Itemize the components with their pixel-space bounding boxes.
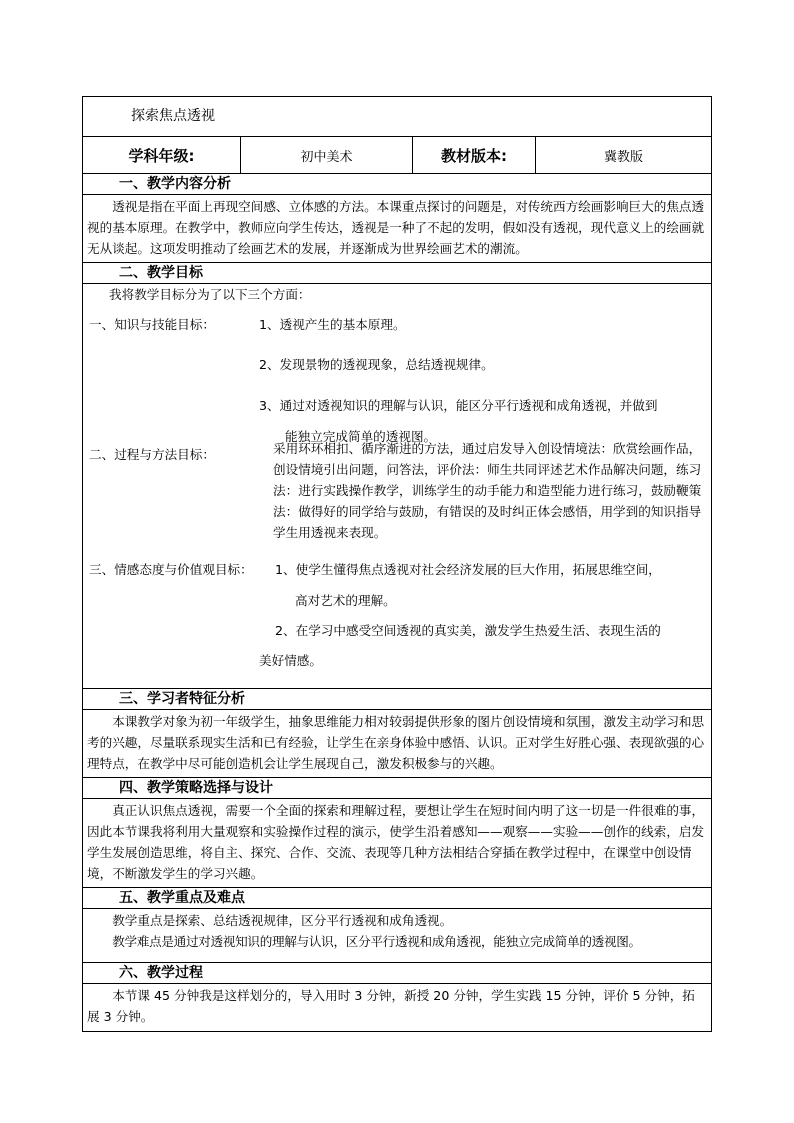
key-point-text: 教学重点是探索、总结透视规律，区分平行透视和成角透视。 bbox=[112, 913, 453, 928]
section-body-key-points bbox=[83, 909, 712, 963]
section-body-strategy bbox=[83, 799, 712, 888]
goal-process-label: 二、过程与方法目标： bbox=[89, 447, 215, 462]
section-heading-teaching-goals: 二、教学目标 bbox=[83, 263, 712, 284]
goal-knowledge-label: 一、知识与技能目标： bbox=[89, 317, 215, 332]
goal-knowledge-item-2: 2、发现景物的透视现象，总结透视规律。 bbox=[259, 357, 494, 372]
goal-process-text: 采用环环相扣、循序渐进的方法，通过启发导入创设情境法：欣赏绘画作品，创设情境引出问题，问答法，评价法：师生共同评述艺术作品解决问题，练习法：进行实践操作教学，训练学生的动手能力和造型能力进行练习，鼓励鞭策法：做得好的同学给与鼓励，有错误的及时纠正体会感悟，用学到的知识指导学生用透视来表现。 bbox=[273, 441, 702, 540]
edition-label: 教材版本: bbox=[413, 137, 536, 174]
goals-intro: 我将教学目标分为了以下三个方面： bbox=[109, 287, 311, 302]
lesson-plan-document bbox=[82, 96, 711, 1032]
meta-row bbox=[83, 137, 712, 174]
goal-emotion-item-1: 1、使学生懂得焦点透视对社会经济发展的巨大作用，拓展思维空间， bbox=[275, 562, 661, 577]
section-body-process bbox=[83, 984, 712, 1032]
learner-analysis-text: 本课教学对象为初一年级学生，抽象思维能力相对较弱提供形象的图片创设情境和氛围，激发主动学习和思考的兴趣，尽量联系现实生活和已有经验，让学生在亲身体验中感悟、认识。正对学生好胜心强、表现欲强的心理特点，在教学中尽可能创造机会让学生展现自己，激发积极参与的兴趣。 bbox=[87, 714, 705, 771]
subject-label: 学科年级: bbox=[83, 137, 241, 174]
strategy-text: 真正认识焦点透视，需要一个全面的探索和理解过程，要想让学生在短时间内明了这一切是一件很难的事，因此本节课我将利用大量观察和实验操作过程的演示，使学生沿着感知——观察——实验——创作的线索，启发学生发展创造思维，将自主、探究、合作、交流、表现等几种方法相结合穿插在教学过程中，在课堂中创设情境，不断激发学生的学习兴趣。 bbox=[87, 803, 705, 881]
content-analysis-text: 透视是指在平面上再现空间感、立体感的方法。本课重点探讨的问题是，对传统西方绘画影响巨大的焦点透视的基本原理。在教学中，教师应向学生传达，透视是一种了不起的发明，假如没有透视，现代意义上的绘画就无从谈起。这项发明推动了绘画艺术的发展，并逐渐成为世界绘画艺术的潮流。 bbox=[87, 199, 705, 256]
goal-emotion-item-2: 2、在学习中感受空间透视的真实美，激发学生热爱生活、表现生活的 bbox=[275, 623, 661, 638]
section-body-content-analysis bbox=[83, 195, 712, 263]
lesson-plan-table bbox=[82, 96, 712, 1032]
lesson-title: 探索焦点透视 bbox=[83, 97, 712, 137]
process-text: 本节课 45 分钟我是这样划分的，导入用时 3 分钟，新授 20 分钟，学生实践 15 分钟，评价 5 分钟，拓展 3 分钟。 bbox=[87, 988, 695, 1024]
difficulty-text: 教学难点是通过对透视知识的理解与认识，区分平行透视和成角透视，能独立完成简单的透视图。 bbox=[112, 934, 641, 949]
goal-emotion-item-1-cont: 高对艺术的理解。 bbox=[295, 593, 396, 608]
section-heading-key-points: 五、教学重点及难点 bbox=[83, 888, 712, 909]
section-heading-process: 六、教学过程 bbox=[83, 963, 712, 984]
goal-knowledge-item-3-cont: 能独立完成简单的透视图。 bbox=[285, 429, 437, 444]
goal-knowledge-item-3: 3、通过对透视知识的理解与认识，能区分平行透视和成角透视，并做到 bbox=[259, 398, 658, 413]
section-body-learner-analysis bbox=[83, 710, 712, 778]
section-heading-strategy: 四、教学策略选择与设计 bbox=[83, 778, 712, 799]
goal-emotion-label: 三、情感态度与价值观目标： bbox=[89, 562, 253, 577]
edition-value: 冀教版 bbox=[536, 137, 712, 174]
section-heading-learner-analysis: 三、学习者特征分析 bbox=[83, 689, 712, 710]
subject-value: 初中美术 bbox=[241, 137, 413, 174]
goal-emotion-item-2-cont: 美好情感。 bbox=[259, 653, 322, 668]
goals-block bbox=[83, 284, 711, 688]
section-body-teaching-goals bbox=[83, 284, 712, 689]
section-heading-content-analysis: 一、教学内容分析 bbox=[83, 174, 712, 195]
goal-knowledge-item-1: 1、透视产生的基本原理。 bbox=[259, 317, 406, 332]
